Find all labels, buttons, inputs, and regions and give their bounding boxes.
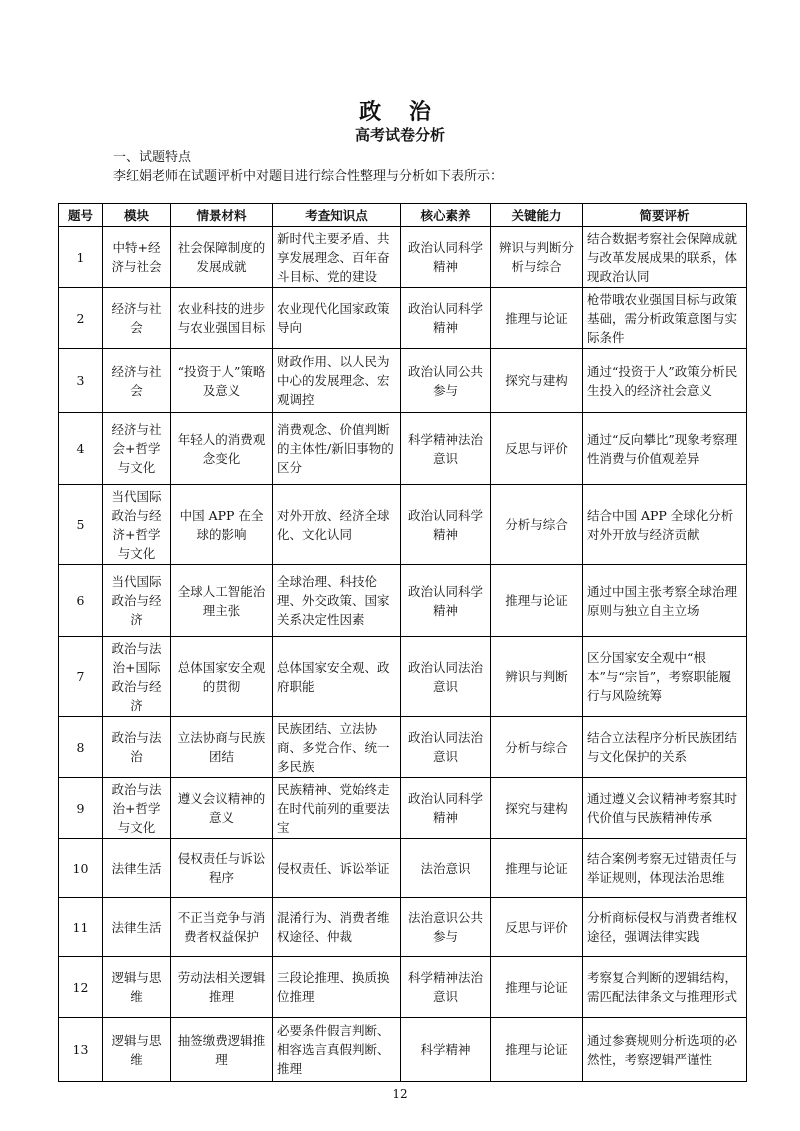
cell-number: 4 xyxy=(59,413,103,485)
table-row xyxy=(59,898,747,957)
cell-comment: 结合立法程序分析民族团结与文化保护的关系 xyxy=(583,717,747,778)
cell-knowledge: 对外开放、经济全球化、文化认同 xyxy=(273,485,401,565)
cell-literacy: 政治认同科学精神 xyxy=(401,485,491,565)
cell-literacy: 政治认同科学精神 xyxy=(401,227,491,288)
cell-number: 10 xyxy=(59,839,103,898)
cell-knowledge: 总体国家安全观、政府职能 xyxy=(273,637,401,717)
cell-literacy: 政治认同公共参与 xyxy=(401,349,491,413)
cell-module: 经济与社会 xyxy=(103,288,171,349)
cell-module: 逻辑与思维 xyxy=(103,957,171,1018)
cell-knowledge: 农业现代化国家政策导向 xyxy=(273,288,401,349)
table-row xyxy=(59,778,747,839)
header-number: 题号 xyxy=(59,204,103,227)
cell-knowledge: 必要条件假言判断、相容选言真假判断、推理 xyxy=(273,1018,401,1082)
cell-ability: 探究与建构 xyxy=(491,349,583,413)
cell-literacy: 法治意识公共参与 xyxy=(401,898,491,957)
cell-material: 劳动法相关逻辑推理 xyxy=(171,957,273,1018)
cell-literacy: 政治认同科学精神 xyxy=(401,565,491,637)
section-heading: 一、试题特点 xyxy=(113,150,192,165)
cell-ability: 分析与综合 xyxy=(491,717,583,778)
page-subtitle: 高考试卷分析 xyxy=(354,126,445,144)
cell-knowledge: 民族团结、立法协商、多党合作、统一多民族 xyxy=(273,717,401,778)
cell-knowledge: 民族精神、党始终走在时代前列的重要法宝 xyxy=(273,778,401,839)
cell-comment: 通过参赛规则分析选项的必然性，考察逻辑严谨性 xyxy=(583,1018,747,1082)
cell-literacy: 政治认同科学精神 xyxy=(401,288,491,349)
cell-module: 中特+经济与社会 xyxy=(103,227,171,288)
cell-material: 全球人工智能治理主张 xyxy=(171,565,273,637)
header-material: 情景材料 xyxy=(171,204,273,227)
cell-module: 当代国际政治与经济 xyxy=(103,565,171,637)
table-header-row xyxy=(59,204,747,227)
cell-literacy: 科学精神 xyxy=(401,1018,491,1082)
intro-paragraph: 李红娟老师在试题评析中对题目进行综合性整理与分析如下表所示： xyxy=(113,169,504,184)
header-literacy: 核心素养 xyxy=(401,204,491,227)
page-number: 12 xyxy=(392,1087,408,1101)
cell-material: 年轻人的消费观念变化 xyxy=(171,413,273,485)
cell-literacy: 政治认同法治意识 xyxy=(401,637,491,717)
cell-material: 社会保障制度的发展成就 xyxy=(171,227,273,288)
table-row xyxy=(59,1018,747,1082)
cell-comment: 通过中国主张考察全球治理原则与独立自主立场 xyxy=(583,565,747,637)
cell-number: 1 xyxy=(59,227,103,288)
cell-ability: 辨识与判断 xyxy=(491,637,583,717)
cell-knowledge: 消费观念、价值判断的主体性/新旧事物的区分 xyxy=(273,413,401,485)
cell-number: 5 xyxy=(59,485,103,565)
cell-number: 2 xyxy=(59,288,103,349)
table-row xyxy=(59,485,747,565)
cell-material: 总体国家安全观的贯彻 xyxy=(171,637,273,717)
cell-literacy: 法治意识 xyxy=(401,839,491,898)
cell-comment: 通过“投资于人”政策分析民生投入的经济社会意义 xyxy=(583,349,747,413)
cell-ability: 探究与建构 xyxy=(491,778,583,839)
cell-material: 立法协商与民族团结 xyxy=(171,717,273,778)
cell-number: 7 xyxy=(59,637,103,717)
cell-material: 农业科技的进步与农业强国目标 xyxy=(171,288,273,349)
cell-knowledge: 三段论推理、换质换位推理 xyxy=(273,957,401,1018)
cell-knowledge: 财政作用、以人民为中心的发展理念、宏观调控 xyxy=(273,349,401,413)
cell-module: 当代国际政治与经济+哲学与文化 xyxy=(103,485,171,565)
table-row xyxy=(59,413,747,485)
cell-comment: 考察复合判断的逻辑结构，需匹配法律条文与推理形式 xyxy=(583,957,747,1018)
cell-module: 经济与社会+哲学与文化 xyxy=(103,413,171,485)
cell-material: 遵义会议精神的意义 xyxy=(171,778,273,839)
table-row xyxy=(59,839,747,898)
cell-knowledge: 全球治理、科技伦理、外交政策、国家关系决定性因素 xyxy=(273,565,401,637)
table-row xyxy=(59,957,747,1018)
cell-ability: 推理与论证 xyxy=(491,1018,583,1082)
cell-literacy: 政治认同法治意识 xyxy=(401,717,491,778)
cell-ability: 推理与论证 xyxy=(491,957,583,1018)
header-knowledge: 考查知识点 xyxy=(273,204,401,227)
cell-comment: 结合案例考察无过错责任与举证规则，体现法治思维 xyxy=(583,839,747,898)
page-title: 政 治 xyxy=(359,100,441,125)
cell-module: 逻辑与思维 xyxy=(103,1018,171,1082)
table-row xyxy=(59,349,747,413)
cell-knowledge: 新时代主要矛盾、共享发展理念、百年奋斗目标、党的建设 xyxy=(273,227,401,288)
cell-module: 政治与法治 xyxy=(103,717,171,778)
cell-module: 法律生活 xyxy=(103,839,171,898)
cell-ability: 推理与论证 xyxy=(491,288,583,349)
table-row xyxy=(59,565,747,637)
header-module: 模块 xyxy=(103,204,171,227)
cell-ability: 推理与论证 xyxy=(491,839,583,898)
cell-comment: 通过“反向攀比”现象考察理性消费与价值观差异 xyxy=(583,413,747,485)
cell-ability: 推理与论证 xyxy=(491,565,583,637)
cell-ability: 分析与综合 xyxy=(491,485,583,565)
cell-module: 经济与社会 xyxy=(103,349,171,413)
cell-comment: 区分国家安全观中“根本”与“宗旨”，考察职能履行与风险统筹 xyxy=(583,637,747,717)
cell-knowledge: 混淆行为、消费者维权途径、仲裁 xyxy=(273,898,401,957)
cell-number: 11 xyxy=(59,898,103,957)
table-row xyxy=(59,637,747,717)
cell-number: 3 xyxy=(59,349,103,413)
cell-material: 抽签缴费逻辑推理 xyxy=(171,1018,273,1082)
cell-knowledge: 侵权责任、诉讼举证 xyxy=(273,839,401,898)
cell-comment: 结合中国 APP 全球化分析对外开放与经济贡献 xyxy=(583,485,747,565)
cell-number: 13 xyxy=(59,1018,103,1082)
cell-comment: 通过遵义会议精神考察其时代价值与民族精神传承 xyxy=(583,778,747,839)
table-row xyxy=(59,717,747,778)
header-comment: 简要评析 xyxy=(583,204,747,227)
cell-ability: 反思与评价 xyxy=(491,898,583,957)
cell-comment: 结合数据考察社会保障成就与改革发展成果的联系，体现政治认同 xyxy=(583,227,747,288)
header-ability: 关键能力 xyxy=(491,204,583,227)
cell-ability: 反思与评价 xyxy=(491,413,583,485)
cell-number: 12 xyxy=(59,957,103,1018)
cell-literacy: 科学精神法治意识 xyxy=(401,413,491,485)
cell-literacy: 科学精神法治意识 xyxy=(401,957,491,1018)
table-row xyxy=(59,227,747,288)
cell-material: 不正当竞争与消费者权益保护 xyxy=(171,898,273,957)
cell-comment: 分析商标侵权与消费者维权途径，强调法律实践 xyxy=(583,898,747,957)
cell-module: 政治与法治+国际政治与经济 xyxy=(103,637,171,717)
analysis-table xyxy=(58,203,747,1082)
cell-module: 法律生活 xyxy=(103,898,171,957)
cell-material: 中国 APP 在全球的影响 xyxy=(171,485,273,565)
cell-comment: 枪带哦农业强国目标与政策基础，需分析政策意图与实际条件 xyxy=(583,288,747,349)
cell-material: “投资于人”策略及意义 xyxy=(171,349,273,413)
cell-module: 政治与法治+哲学与文化 xyxy=(103,778,171,839)
table-row xyxy=(59,288,747,349)
cell-material: 侵权责任与诉讼程序 xyxy=(171,839,273,898)
cell-number: 6 xyxy=(59,565,103,637)
cell-number: 8 xyxy=(59,717,103,778)
cell-ability: 辨识与判断分析与综合 xyxy=(491,227,583,288)
cell-literacy: 政治认同科学精神 xyxy=(401,778,491,839)
cell-number: 9 xyxy=(59,778,103,839)
